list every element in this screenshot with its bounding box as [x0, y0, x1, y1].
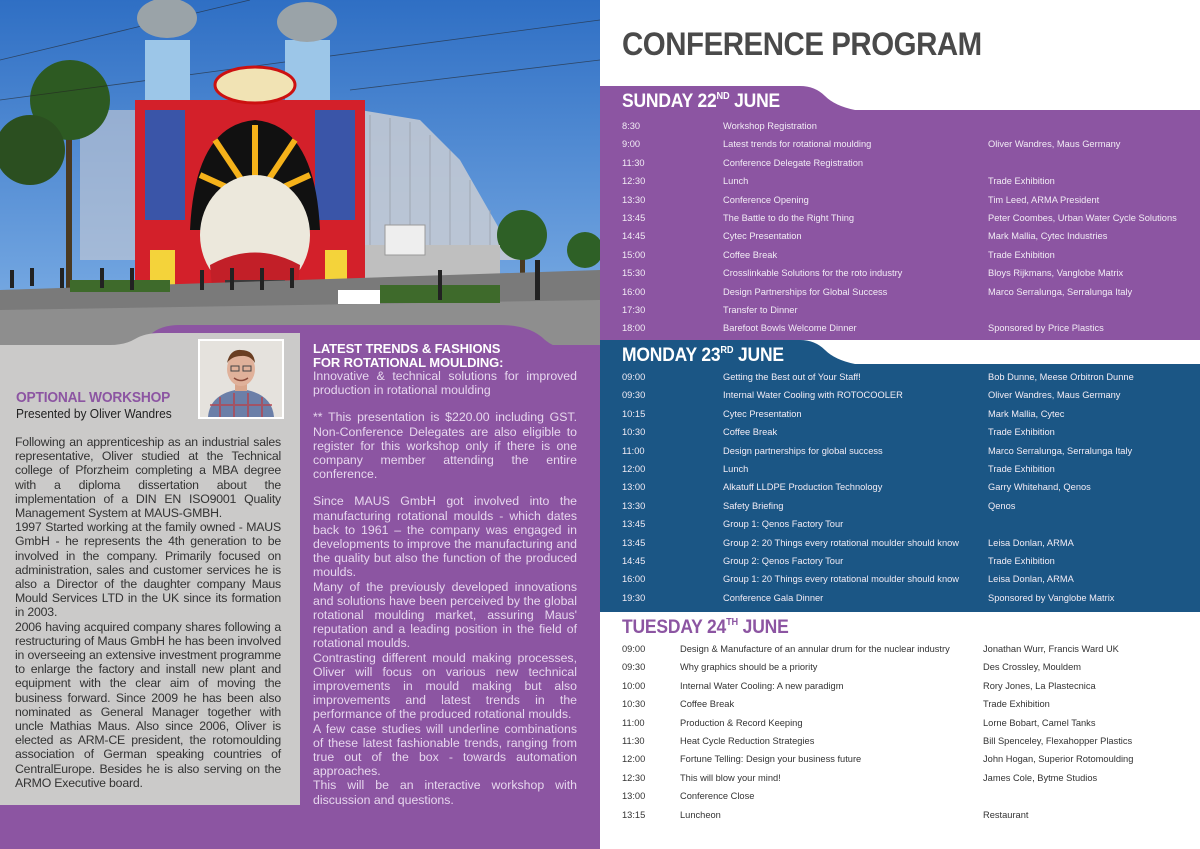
session-title: Production & Record Keeping	[680, 717, 803, 728]
session-time: 13:00	[622, 482, 646, 493]
session-title: Conference Close	[680, 791, 755, 802]
session-speaker: Trade Exhibition	[988, 176, 1055, 187]
session-title: Heat Cycle Reduction Strategies	[680, 735, 815, 746]
session-speaker: Rory Jones, La Plastecnica	[983, 680, 1096, 691]
session-time: 11:00	[622, 717, 645, 728]
session-time: 15:30	[622, 268, 646, 279]
trends-title-line1: LATEST TRENDS & FASHIONS	[313, 341, 501, 356]
session-row	[600, 209, 1200, 227]
page-title: CONFERENCE PROGRAM	[622, 26, 982, 62]
session-title: Conference Delegate Registration	[723, 157, 864, 168]
trends-paragraph: Contrasting different mould making processes, Oliver will focus on various new technical improvements in mould making but also improvements and latest trends in the performance of the produced rotational moulds.	[313, 650, 577, 722]
session-row	[600, 787, 1200, 805]
session-time: 12:00	[622, 463, 646, 474]
session-time: 12:30	[622, 772, 646, 783]
session-row	[600, 154, 1200, 172]
session-title: Cytec Presentation	[723, 231, 802, 242]
session-speaker: Oliver Wandres, Maus Germany	[988, 139, 1121, 150]
presenter-bio	[15, 435, 281, 790]
session-title: Group 2: Qenos Factory Tour	[723, 555, 844, 566]
session-title: Coffee Break	[723, 249, 778, 260]
session-speaker: Trade Exhibition	[983, 699, 1050, 710]
session-row	[600, 552, 1200, 570]
trends-subtitle: Innovative & technical solutions for improved production in rotational moulding	[313, 369, 577, 398]
session-row	[600, 769, 1200, 787]
session-title: Cytec Presentation	[723, 408, 802, 419]
session-row	[600, 658, 1200, 676]
session-time: 16:00	[622, 574, 646, 585]
luna-park-photo	[0, 0, 600, 345]
session-time: 18:00	[622, 323, 646, 334]
session-speaker: Trade Exhibition	[988, 427, 1055, 438]
session-title: Barefoot Bowls Welcome Dinner	[723, 323, 857, 334]
day-name: TUESDAY 24	[622, 617, 727, 638]
session-time: 13:30	[622, 500, 646, 511]
session-title: Coffee Break	[680, 699, 735, 710]
day-suffix: RD	[720, 345, 734, 356]
sunday-sessions	[600, 117, 1200, 338]
session-time: 16:00	[622, 286, 646, 297]
session-speaker: Restaurant	[983, 809, 1029, 820]
session-speaker: Lorne Bobart, Camel Tanks	[983, 717, 1096, 728]
session-row	[600, 677, 1200, 695]
session-time: 13:45	[622, 519, 646, 530]
session-speaker: Trade Exhibition	[988, 555, 1055, 566]
session-row	[600, 442, 1200, 460]
session-row	[600, 423, 1200, 441]
session-row	[600, 227, 1200, 245]
day-month: JUNE	[733, 345, 784, 366]
session-title: Conference Opening	[723, 194, 809, 205]
day-title-tuesday	[622, 617, 789, 639]
trends-body	[313, 494, 577, 806]
session-time: 13:45	[622, 212, 646, 223]
session-time: 12:30	[622, 176, 646, 187]
session-row	[600, 732, 1200, 750]
session-title: Alkatuff LLDPE Production Technology	[723, 482, 883, 493]
tuesday-sessions	[600, 640, 1200, 824]
session-time: 10:30	[622, 427, 646, 438]
session-row	[600, 695, 1200, 713]
session-title: Latest trends for rotational moulding	[723, 139, 872, 150]
session-time: 14:45	[622, 231, 646, 242]
session-time: 12:00	[622, 754, 646, 765]
session-time: 9:00	[622, 139, 641, 150]
session-speaker: Bloys Rijkmans, Vanglobe Matrix	[988, 268, 1124, 279]
session-title: Design & Manufacture of an annular drum for the nuclear industry	[680, 644, 950, 654]
session-row	[600, 405, 1200, 423]
session-time: 13:45	[622, 537, 646, 548]
session-speaker: Trade Exhibition	[988, 463, 1055, 474]
day-title-monday	[622, 345, 784, 367]
session-speaker: Bob Dunne, Meese Orbitron Dunne	[988, 372, 1134, 382]
session-row	[600, 135, 1200, 153]
session-time: 13:00	[622, 791, 646, 802]
session-speaker: Trade Exhibition	[988, 249, 1055, 260]
session-row	[600, 497, 1200, 515]
session-title: Transfer to Dinner	[723, 304, 798, 315]
session-time: 10:30	[622, 699, 646, 710]
session-time: 15:00	[622, 249, 646, 260]
session-row	[600, 191, 1200, 209]
session-title: Crosslinkable Solutions for the roto industry	[723, 268, 903, 279]
trends-title-line2: FOR ROTATIONAL MOULDING:	[313, 354, 504, 370]
session-speaker: Sponsored by Price Plastics	[988, 323, 1104, 334]
session-time: 11:30	[622, 735, 645, 746]
bio-paragraph: 2006 having acquired company shares following a restructuring of Maus GmbH he has been involved in overseeing an extensive investment programme to enlarge the factory and install new plant and equipment with the clear aim of moving the business forward. Since 2009 he has been also nominated as General Manager together with uncle Mathias Maus. Also since 2006, Oliver is elected as ARM-CE president, the rotomoulding association of German speaking countries of CentralEurope. Besides he is also serving on the ARMO Executive board.	[15, 619, 281, 790]
session-speaker: Leisa Donlan, ARMA	[988, 537, 1074, 548]
session-row	[600, 368, 1200, 386]
day-month: JUNE	[729, 91, 781, 112]
session-time: 11:00	[622, 445, 645, 456]
session-title: Conference Gala Dinner	[723, 592, 824, 603]
pricing-note: ** This presentation is $220.00 including GST. Non-Conference Delegates are also eligible to register for this workshop only if there is one company member attending the entire conference.	[313, 410, 577, 482]
session-title: Fortune Telling: Design your business future	[680, 754, 862, 765]
session-title: Lunch	[723, 463, 749, 474]
session-time: 14:45	[622, 555, 646, 566]
session-speaker: John Hogan, Superior Rotomoulding	[983, 754, 1134, 765]
session-row	[600, 386, 1200, 404]
trends-paragraph: Since MAUS GmbH got involved into the manufacturing rotational moulds - which dates back to 1961 – the company was engaged in developments to improve the manufacturing and the quality but also the function of the produced moulds.	[313, 494, 577, 580]
session-time: 09:00	[622, 644, 646, 654]
bio-paragraph: Following an apprenticeship as an industrial sales representative, Oliver studied at the Technical college of Pforzheim completing a MBA degree with a diploma dissertation about the implementation of a DIN EN ISO9001 Quality Management System at MAUS-GMBH.	[15, 435, 281, 521]
session-row	[600, 301, 1200, 319]
bio-paragraph: 1997 Started working at the family owned - MAUS GmbH - he represents the 4th generation to be involved in the company. Primarily focused on administration, sales and customer services he is also a Director of the daughter company Maus Mould Services LTD in the UK since its formation in 2003.	[15, 520, 281, 620]
session-speaker: Qenos	[988, 500, 1016, 511]
day-title-sunday	[622, 91, 780, 113]
session-speaker: Des Crossley, Mouldem	[983, 662, 1081, 673]
session-row	[600, 319, 1200, 337]
session-speaker: Mark Mallia, Cytec	[988, 408, 1065, 419]
session-speaker: Oliver Wandres, Maus Germany	[988, 390, 1121, 401]
session-row	[600, 460, 1200, 478]
trends-paragraph: Many of the previously developed innovations and solutions have been perceived by the global rotational moulding market, assuring Maus' reputation and a leading position in the field of rotational moulds.	[313, 579, 577, 651]
session-title: Design partnerships for global success	[723, 445, 883, 456]
session-speaker: Marco Serralunga, Serralunga Italy	[988, 445, 1133, 456]
session-time: 13:30	[622, 194, 646, 205]
session-speaker: Marco Serralunga, Serralunga Italy	[988, 286, 1133, 297]
session-speaker: Garry Whitehand, Qenos	[988, 482, 1091, 493]
presenter-portrait	[198, 339, 284, 419]
session-row	[600, 478, 1200, 496]
day-month: JUNE	[737, 617, 789, 638]
session-title: Group 2: 20 Things every rotational moulder should know	[723, 537, 959, 548]
session-row	[600, 264, 1200, 282]
trends-paragraph: This will be an interactive workshop with discussion and questions.	[313, 778, 577, 807]
session-speaker: James Cole, Bytme Studios	[983, 772, 1098, 783]
session-title: Internal Water Cooling: A new paradigm	[680, 680, 844, 691]
session-time: 19:30	[622, 592, 646, 603]
session-row	[600, 172, 1200, 190]
session-title: Group 1: 20 Things every rotational moulder should know	[723, 574, 959, 585]
session-time: 17:30	[622, 304, 646, 315]
session-title: Workshop Registration	[723, 121, 817, 131]
session-row	[600, 246, 1200, 264]
session-title: Group 1: Qenos Factory Tour	[723, 519, 844, 530]
session-speaker: Jonathan Wurr, Francis Ward UK	[983, 644, 1119, 654]
session-title: The Battle to do the Right Thing	[723, 212, 855, 223]
session-time: 11:30	[622, 157, 645, 168]
session-row	[600, 640, 1200, 658]
session-row	[600, 534, 1200, 552]
session-title: Lunch	[723, 176, 749, 187]
session-time: 8:30	[622, 121, 641, 131]
right-page	[600, 0, 1200, 849]
day-suffix: TH	[726, 617, 738, 628]
session-title: Design Partnerships for Global Success	[723, 286, 888, 297]
session-time: 10:00	[622, 680, 646, 691]
workshop-presenter: Presented by Oliver Wandres	[16, 406, 172, 421]
session-speaker: Mark Mallia, Cytec Industries	[988, 231, 1108, 242]
day-name: MONDAY 23	[622, 345, 721, 366]
session-time: 09:30	[622, 662, 646, 673]
session-row	[600, 515, 1200, 533]
session-row	[600, 750, 1200, 768]
session-row	[600, 806, 1200, 824]
session-row	[600, 570, 1200, 588]
session-title: Luncheon	[680, 809, 721, 820]
day-suffix: ND	[716, 91, 730, 102]
session-speaker: Bill Spenceley, Flexahopper Plastics	[983, 735, 1133, 746]
session-time: 10:15	[622, 408, 646, 419]
session-title: Coffee Break	[723, 427, 778, 438]
session-speaker: Sponsored by Vanglobe Matrix	[988, 592, 1115, 603]
trends-paragraph: A few case studies will underline combinations of these latest fashionable trends, ranging from true out of the box - towards automation approaches.	[313, 721, 577, 779]
trends-section	[313, 342, 577, 807]
session-speaker: Peter Coombes, Urban Water Cycle Solutions	[988, 212, 1177, 223]
session-row	[600, 117, 1200, 135]
session-time: 09:00	[622, 372, 646, 382]
session-title: Why graphics should be a priority	[680, 662, 818, 673]
monday-sessions	[600, 368, 1200, 607]
day-name: SUNDAY 22	[622, 91, 717, 112]
session-speaker: Leisa Donlan, ARMA	[988, 574, 1074, 585]
session-title: Safety Briefing	[723, 500, 784, 511]
session-time: 13:15	[622, 809, 646, 820]
session-row	[600, 714, 1200, 732]
workshop-title: OPTIONAL WORKSHOP	[16, 390, 171, 406]
session-title: This will blow your mind!	[680, 772, 781, 783]
session-row	[600, 589, 1200, 607]
session-speaker: Tim Leed, ARMA President	[988, 194, 1100, 205]
session-title: Getting the Best out of Your Staff!	[723, 372, 861, 382]
session-time: 09:30	[622, 390, 646, 401]
session-title: Internal Water Cooling with ROTOCOOLER	[723, 390, 903, 401]
session-row	[600, 283, 1200, 301]
